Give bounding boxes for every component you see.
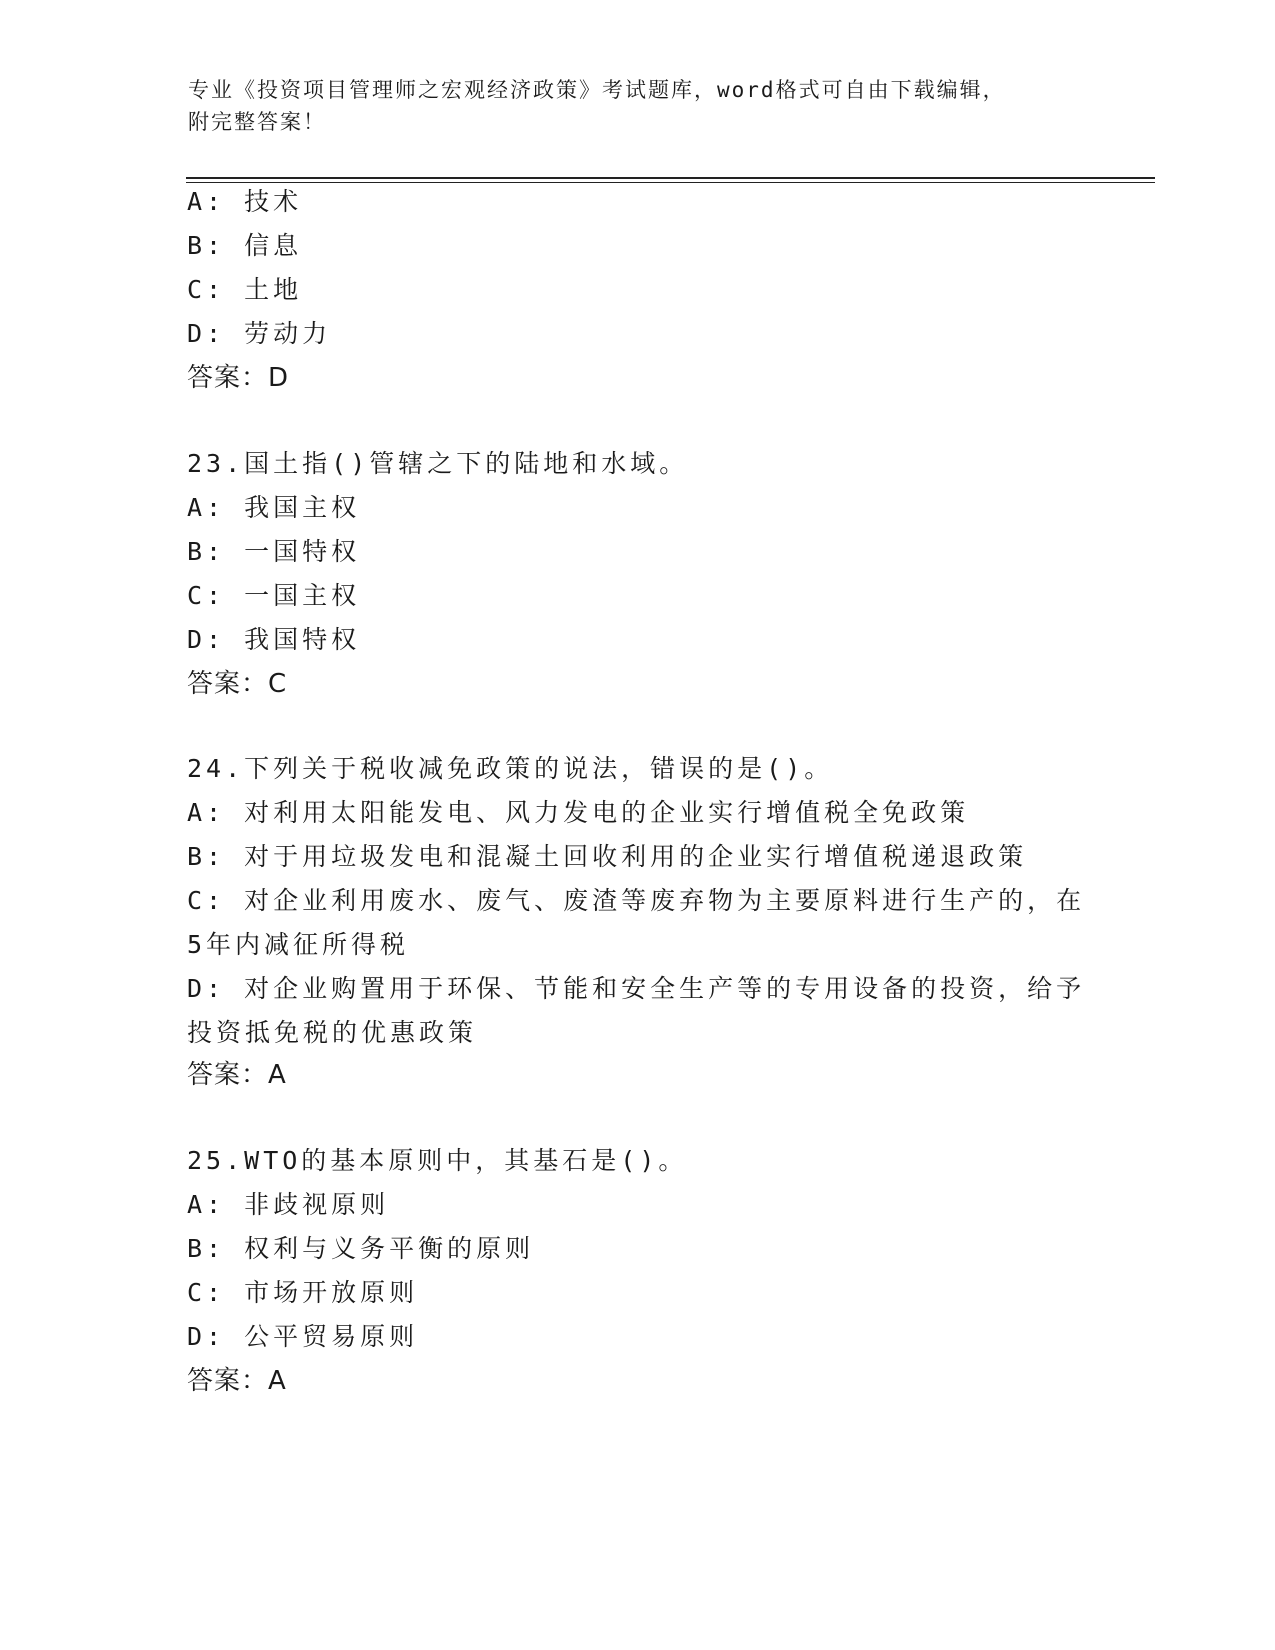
q25-question: 25.WTO的基本原则中，其基石是()。 — [187, 1146, 688, 1175]
q22-option-d: D: 劳动力 — [187, 319, 332, 348]
header-divider — [186, 177, 1155, 183]
q22-option-b: B: 信息 — [187, 231, 303, 260]
q25-answer: 答案：A — [187, 1366, 287, 1396]
q24-option-c: C: 对企业利用废水、废气、废渣等废弃物为主要原料进行生产的，在 — [187, 886, 1086, 915]
q24-option-c-continued: 5年内减征所得税 — [187, 930, 410, 959]
q23-option-d: D: 我国特权 — [187, 625, 361, 654]
q22-option-c: C: 土地 — [187, 275, 303, 304]
q24-option-d: D: 对企业购置用于环保、节能和安全生产等的专用设备的投资，给予 — [187, 974, 1086, 1003]
q25-option-b: B: 权利与义务平衡的原则 — [187, 1234, 535, 1263]
q24-question: 24.下列关于税收减免政策的说法，错误的是()。 — [187, 754, 834, 783]
q23-option-c: C: 一国主权 — [187, 581, 361, 610]
q23-answer: 答案：C — [187, 669, 288, 699]
document-header — [188, 74, 1068, 138]
q22-option-a: A: 技术 — [187, 187, 303, 216]
q25-option-a: A: 非歧视原则 — [187, 1190, 390, 1219]
q24-option-b: B: 对于用垃圾发电和混凝土回收利用的企业实行增值税递退政策 — [187, 842, 1028, 871]
q25-option-c: C: 市场开放原则 — [187, 1278, 419, 1307]
q24-option-a: A: 对利用太阳能发电、风力发电的企业实行增值税全免政策 — [187, 798, 970, 827]
header-line-1: 专业《投资项目管理师之宏观经济政策》考试题库，word格式可自由下载编辑， — [188, 78, 1006, 102]
q23-option-b: B: 一国特权 — [187, 537, 361, 566]
q24-answer: 答案：A — [187, 1060, 287, 1090]
q22-answer: 答案：D — [187, 363, 290, 393]
q23-option-a: A: 我国主权 — [187, 493, 361, 522]
q25-option-d: D: 公平贸易原则 — [187, 1322, 419, 1351]
header-line-2: 附完整答案！ — [188, 110, 326, 134]
q23-question: 23.国土指()管辖之下的陆地和水域。 — [187, 449, 689, 478]
q24-option-d-continued: 投资抵免税的优惠政策 — [187, 1018, 478, 1047]
